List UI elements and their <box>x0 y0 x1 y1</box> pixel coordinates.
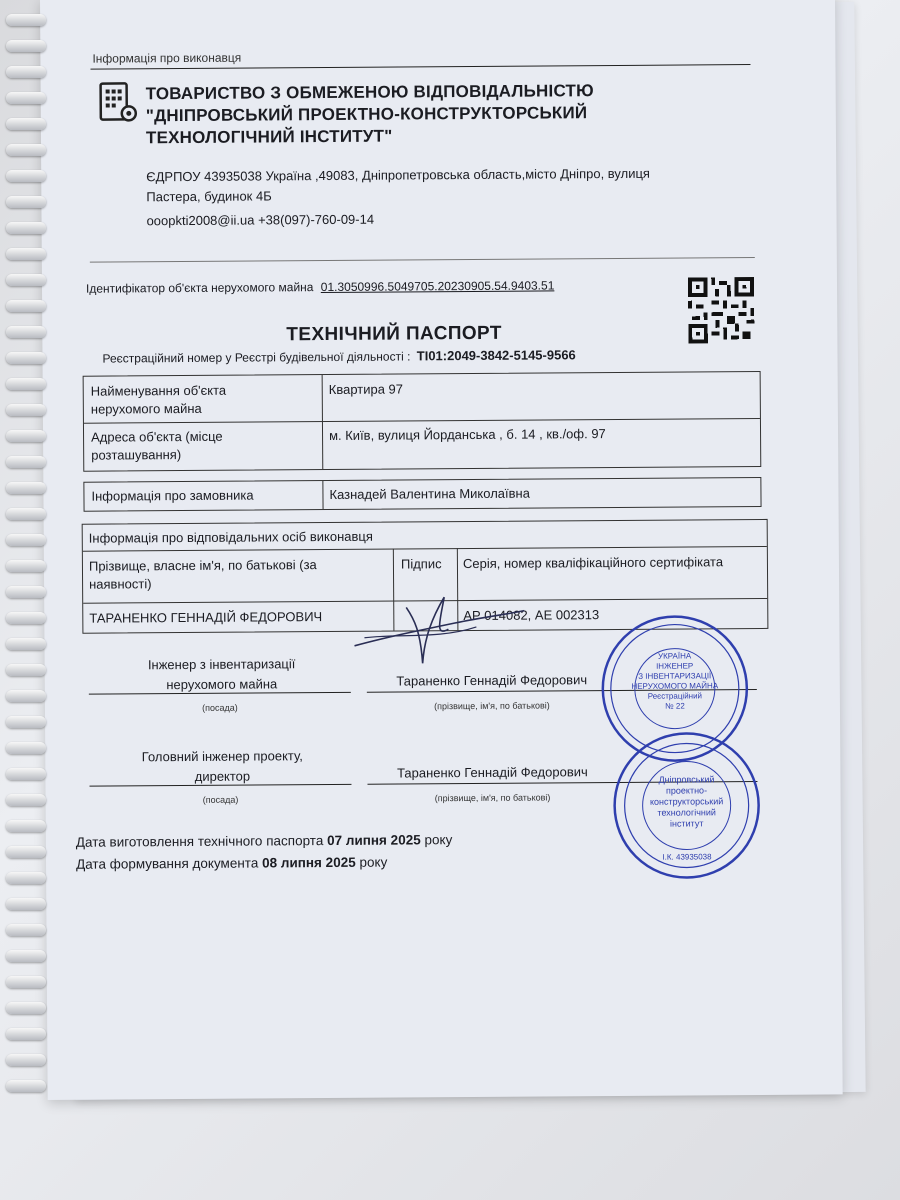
name-caption: (прізвище, ім'я, по батькові) <box>434 700 550 712</box>
person-cert: АР 014082, АЕ 002313 <box>463 607 600 624</box>
col-name-header <box>89 556 317 594</box>
stamp-line: ІНЖЕНЕР <box>656 661 694 671</box>
object-address-value: м. Київ, вулиця Йорданська , б. 14 , кв./оф. 97 <box>328 426 606 443</box>
object-table <box>83 371 762 472</box>
registry-value: ТІ01:2049-3842-5145-9566 <box>416 347 576 364</box>
building-gear-icon <box>99 81 139 123</box>
stamp-line: конструкторський <box>649 796 724 807</box>
date-formed <box>76 851 453 876</box>
stamp-line: НЕРУХОМОГО МАЙНА <box>631 681 719 691</box>
company-name-line: ТОВАРИСТВО З ОБМЕЖЕНОЮ ВІДПОВІДАЛЬНІСТЮ <box>145 81 594 104</box>
company-name-line: ТЕХНОЛОГІЧНИЙ ІНСТИТУТ" <box>145 126 393 148</box>
stamp-line: технологічний <box>657 807 716 818</box>
company-name <box>146 80 595 149</box>
qr-code <box>687 277 755 343</box>
company-contacts: ooopkti2008@ii.ua +38(097)-760-09-14 <box>146 211 375 229</box>
signature-position <box>93 654 351 696</box>
stamp-line: Реєстраційний <box>647 691 703 701</box>
company-address-line: ЄДРПОУ 43935038 Україна ,49083, Дніпропетровська область,місто Дніпро, вулиця <box>146 165 650 185</box>
stamp-line: інститут <box>669 818 704 829</box>
col-sign-header: Підпис <box>400 556 442 572</box>
position-caption: (посада) <box>202 702 238 713</box>
registry-row <box>102 347 575 365</box>
position-caption: (посада) <box>202 794 239 805</box>
customer-table <box>83 477 761 512</box>
position-line: нерухомого майна <box>166 676 278 693</box>
company-name-line: "ДНІПРОВСЬКИЙ ПРОЕКТНО-КОНСТРУКТОРСЬКИЙ <box>145 103 588 126</box>
header-line: Прізвище, власне ім'я, по батькові (за <box>88 557 317 574</box>
stamp-line: УКРАЇНА <box>657 651 692 661</box>
section-rule <box>90 257 755 263</box>
customer-label: Інформація про замовника <box>91 487 254 504</box>
document-page <box>40 0 843 1100</box>
col-cert-header: Серія, номер кваліфікаційного сертифіката <box>462 554 724 572</box>
identifier-label: Ідентифікатор об'єкта нерухомого майна <box>85 280 314 296</box>
handwritten-signature <box>344 567 535 678</box>
stamp-line: проектно- <box>665 785 708 796</box>
customer-value: Казнадей Валентина Миколаївна <box>329 485 530 502</box>
identifier-row <box>86 278 554 295</box>
spiral-binding <box>0 0 52 1200</box>
label-line: розташування) <box>91 447 182 463</box>
date-formed-suffix: року <box>359 854 388 870</box>
stamp-text <box>639 774 733 830</box>
company-address <box>146 164 650 208</box>
table-row-label <box>91 428 223 465</box>
signature-name: Тараненко Геннадій Федорович <box>396 764 588 781</box>
header-label: Інформація про виконавця <box>92 50 242 66</box>
position-line: Інженер з інвентаризації <box>147 656 296 673</box>
signature-name: Тараненко Геннадій Федорович <box>396 672 588 689</box>
position-line: Головний інженер проекту, <box>141 748 303 765</box>
registry-label: Реєстраційний номер у Реєстрі будівельної діяльності : <box>102 349 411 366</box>
name-caption: (прізвище, ім'я, по батькові) <box>434 792 551 804</box>
dates-block <box>76 829 453 876</box>
date-made-value: 07 липня 2025 <box>327 832 421 849</box>
position-line: директор <box>194 768 251 784</box>
document-title: ТЕХНІЧНИЙ ПАСПОРТ <box>286 322 502 346</box>
date-made-label: Дата виготовлення технічного паспорта <box>75 833 324 850</box>
date-formed-value: 08 липня 2025 <box>262 854 356 871</box>
label-line: нерухомого майна <box>90 400 202 417</box>
table-row-label <box>91 382 227 419</box>
stamp-text <box>625 651 725 712</box>
company-stamp <box>611 730 762 881</box>
label-line: Адреса об'єкта (місце <box>91 428 223 445</box>
stamp-code: І.К. 43935038 <box>662 852 712 862</box>
date-made-suffix: року <box>424 832 453 848</box>
header-line: наявності) <box>89 576 152 592</box>
stamp-line: № 22 <box>665 701 685 711</box>
person-name: ТАРАНЕНКО ГЕННАДІЙ ФЕДОРОВИЧ <box>89 609 323 626</box>
label-line: Найменування об'єкта <box>90 382 227 399</box>
object-name-value: Квартира 97 <box>328 381 404 397</box>
date-made <box>76 829 453 854</box>
company-address-line: Пастера, будинок 4Б <box>146 188 272 205</box>
signature-position <box>93 746 351 788</box>
stamp-line: З ІНВЕНТАРИЗАЦІЇ <box>638 671 712 681</box>
date-formed-label: Дата формування документа <box>75 855 259 872</box>
stamp-line: Дніпровський <box>658 774 715 785</box>
responsible-header: Інформація про відповідальних осіб виконавця <box>88 528 373 546</box>
identifier-value: 01.3050996.5049705.20230905.54.9403.51 <box>320 278 555 295</box>
